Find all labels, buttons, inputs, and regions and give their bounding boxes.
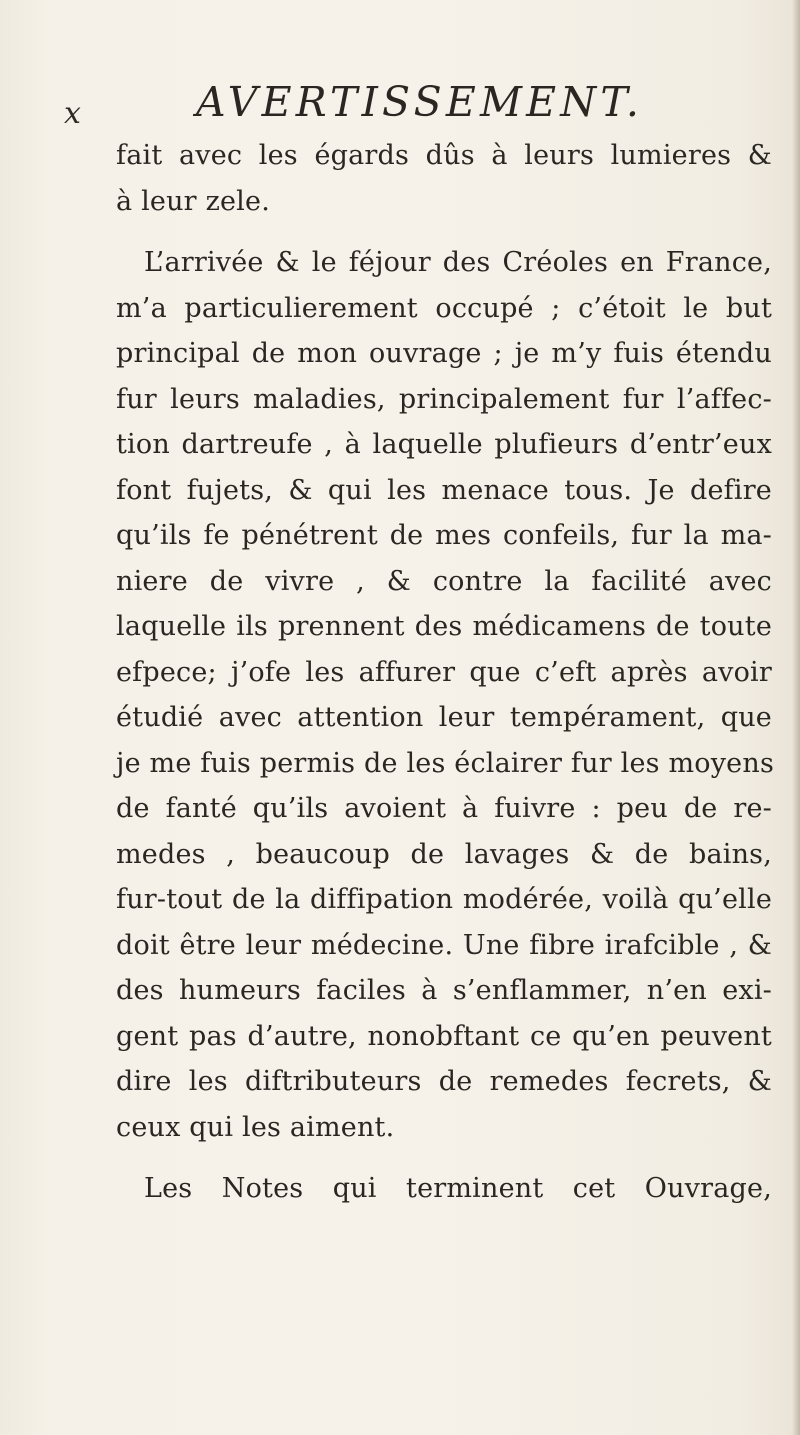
- page-number: x: [64, 96, 81, 131]
- text-line: étudié avec attention leur tempérament, que: [116, 702, 772, 733]
- text-line: efpece; j’ofe les affurer que c’eft après avoir: [116, 656, 772, 688]
- running-head-title: AVERTISSEMENT.: [196, 78, 644, 126]
- text-line: fur leurs maladies, principalement fur l’affec-: [116, 383, 772, 415]
- text-line: gent pas d’autre, nonobftant ce qu’en peuvent: [116, 1020, 772, 1052]
- text-line: principal de mon ouvrage ; je m’y fuis étendu: [116, 338, 772, 369]
- text-line: m’a particulierement occupé ; c’étoit le but: [116, 292, 772, 324]
- text-line: qu’ils fe pénétrent de mes confeils, fur la ma-: [116, 520, 772, 551]
- text-line: je me fuis permis de les éclairer fur les moyens: [116, 747, 774, 779]
- text-line: dire les diftributeurs de remedes fecrets, &: [116, 1066, 772, 1097]
- text-line: ceux qui les aiment.: [116, 1111, 395, 1143]
- page-header: [64, 78, 764, 138]
- text-line: fait avec les égards dûs à leurs lumieres &: [116, 140, 772, 171]
- text-line: Les Notes qui terminent cet Ouvrage,: [144, 1173, 772, 1204]
- text-line: font fujets, & qui les menace tous. Je defire: [116, 474, 772, 506]
- page-edge-shadow: [792, 0, 800, 1435]
- text-line: medes , beaucoup de lavages & de bains,: [116, 838, 772, 870]
- text-line: L’arrivée & le féjour des Créoles en France,: [144, 247, 772, 278]
- text-line: laquelle ils prennent des médicamens de toute: [116, 611, 772, 642]
- text-line: niere de vivre , & contre la facilité avec: [116, 565, 772, 597]
- text-line: doit être leur médecine. Une fibre irafcible , &: [116, 929, 772, 961]
- text-line: fur-tout de la diffipation modérée, voilà qu’elle: [116, 884, 772, 915]
- body-text: [116, 133, 772, 1212]
- text-line: de fanté qu’ils avoient à fuivre : peu de re-: [116, 793, 772, 824]
- text-line: des humeurs faciles à s’enflammer, n’en exi-: [116, 975, 772, 1006]
- text-line: tion dartreufe , à laquelle plufieurs d’entr’eux: [116, 429, 772, 460]
- text-line: à leur zele.: [116, 185, 270, 217]
